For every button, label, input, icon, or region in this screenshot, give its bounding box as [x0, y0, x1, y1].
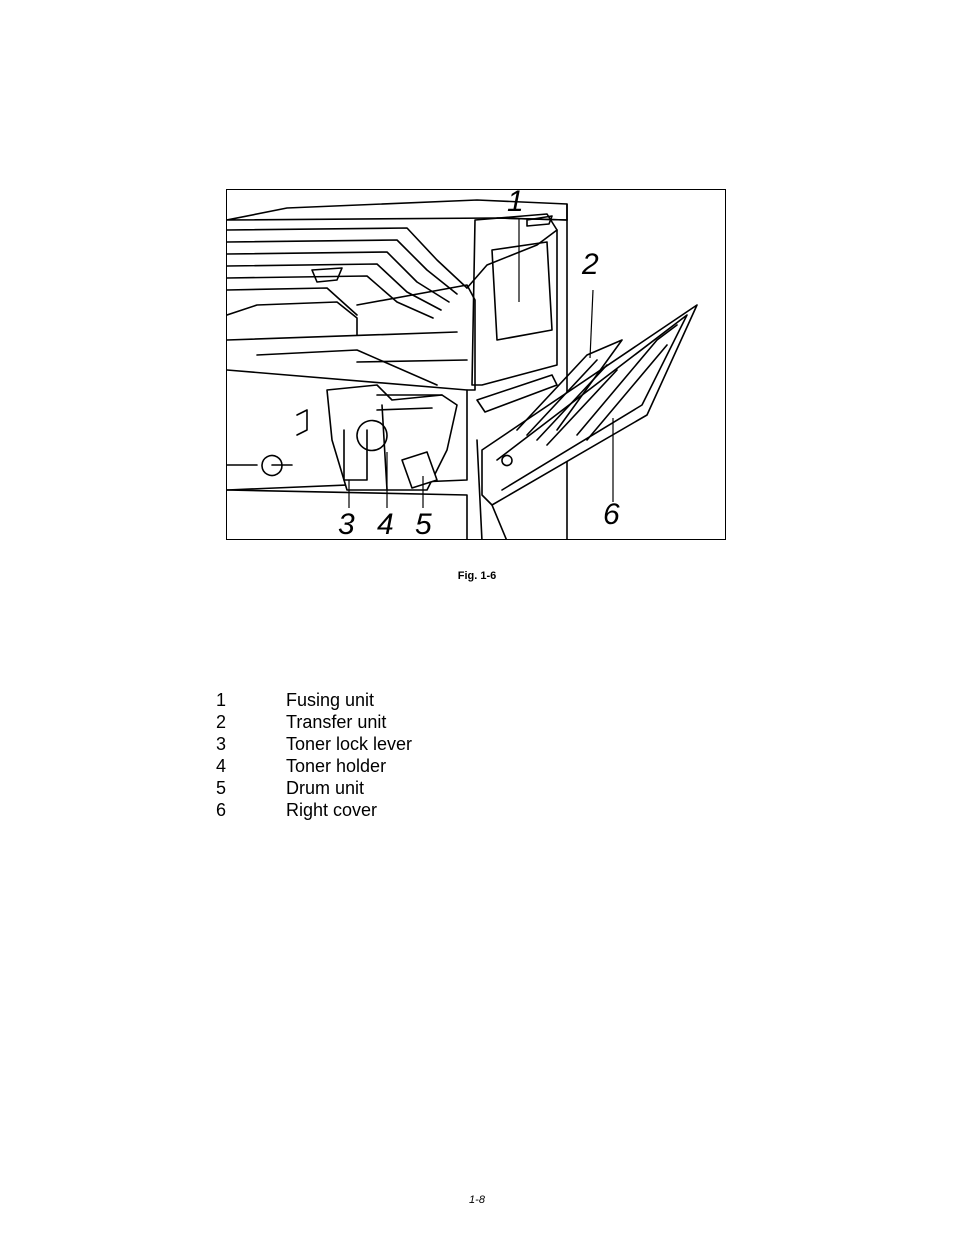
- parts-legend: [216, 689, 412, 821]
- legend-item: [216, 755, 412, 777]
- callout-5: 5: [415, 508, 432, 540]
- legend-number: 1: [216, 690, 227, 710]
- legend-label: Drum unit: [286, 778, 365, 798]
- legend-label: Transfer unit: [286, 712, 387, 732]
- legend-label: Right cover: [286, 800, 378, 820]
- legend-number: 2: [216, 712, 227, 732]
- callout-leader-lines: [227, 190, 726, 540]
- callout-4: 4: [377, 508, 394, 540]
- callout-1: 1: [507, 189, 524, 218]
- callout-3: 3: [338, 508, 355, 540]
- callout-6: 6: [603, 498, 620, 531]
- legend-number: 3: [216, 734, 227, 754]
- callout-2: 2: [582, 248, 599, 281]
- legend-label: Toner lock lever: [286, 734, 413, 754]
- printer-illustration: [226, 189, 726, 540]
- legend-label: Toner holder: [286, 756, 387, 776]
- legend-item: [216, 777, 412, 799]
- legend-item: [216, 711, 412, 733]
- figure-caption: Fig. 1-6: [457, 570, 497, 582]
- page-number: 1-8: [469, 1194, 485, 1206]
- legend-item: [216, 689, 412, 711]
- legend-label: Fusing unit: [286, 690, 375, 710]
- legend-item: [216, 799, 412, 821]
- legend-item: [216, 733, 412, 755]
- legend-number: 4: [216, 756, 227, 776]
- legend-number: 5: [216, 778, 227, 798]
- legend-number: 6: [216, 800, 227, 820]
